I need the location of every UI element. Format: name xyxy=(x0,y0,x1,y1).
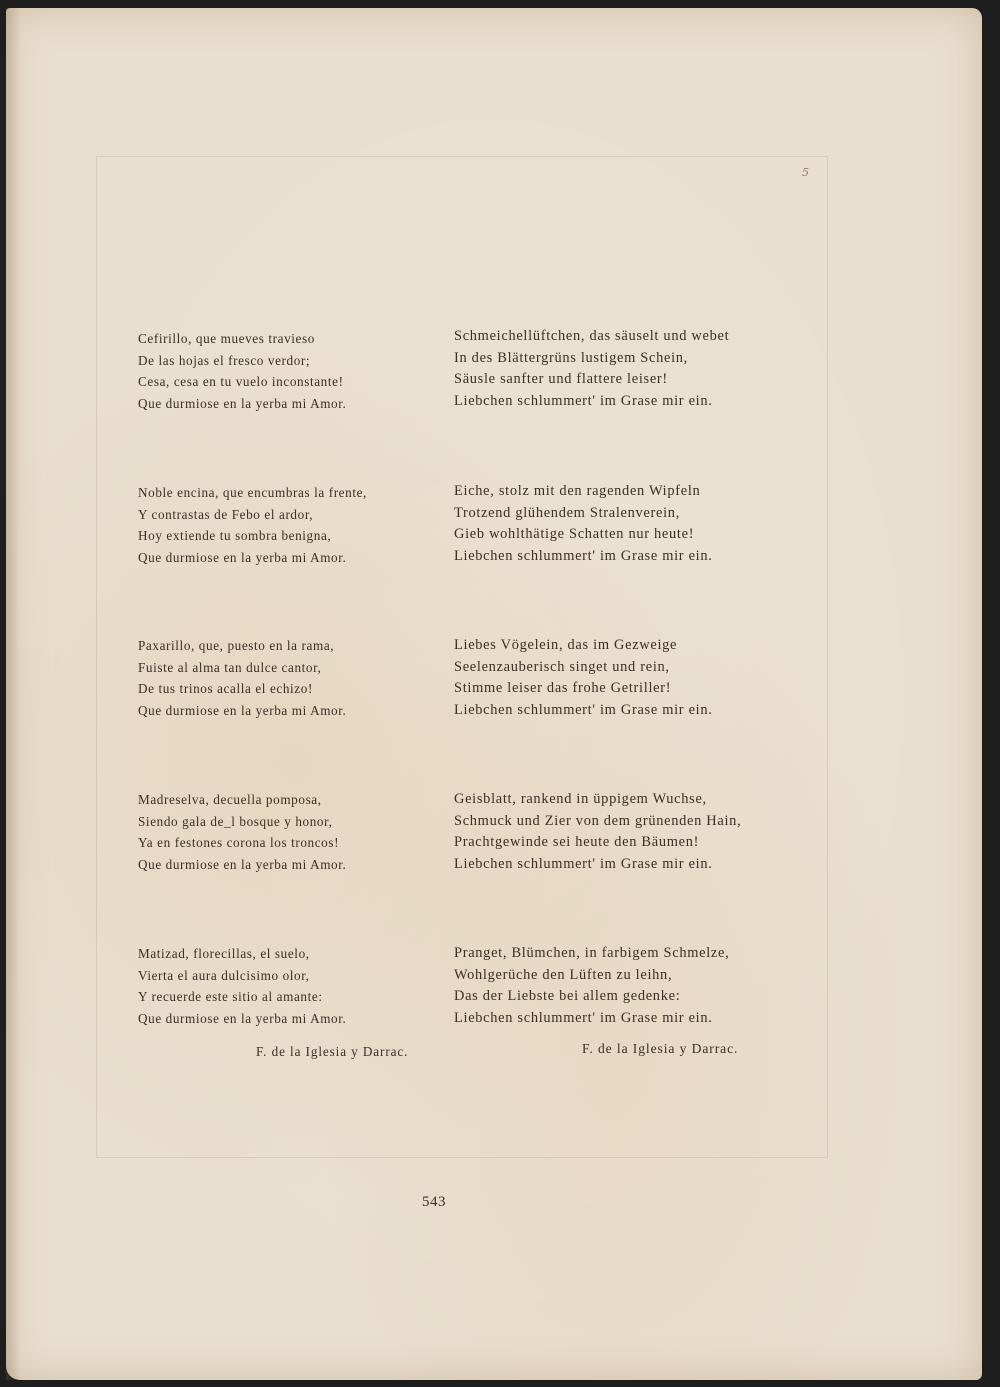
verse-line: De las hojas el fresco verdor; xyxy=(138,352,311,368)
german-signature: F. de la Iglesia y Darrac. xyxy=(582,1041,739,1056)
verse-line: Geisblatt, rankend in üppigem Wuchse, xyxy=(454,791,707,807)
verse-line: Vierta el aura dulcisimo olor, xyxy=(138,967,310,983)
spanish-stanza-2 xyxy=(138,482,438,568)
verse-line: Liebchen schlummert' im Grase mir ein. xyxy=(454,855,713,872)
verse-line: Schmeichellüftchen, das säuselt und webet xyxy=(454,328,730,344)
spanish-stanza-3 xyxy=(138,635,438,721)
verse-line: Ya en festones corona los troncos! xyxy=(138,835,340,850)
verse-line: Siendo gala de_l bosque y honor, xyxy=(138,813,333,829)
german-stanza-2 xyxy=(454,481,794,567)
verse-line: Que durmiose en la yerba mi Amor. xyxy=(138,856,347,872)
verse-line: Cesa, cesa en tu vuelo inconstante! xyxy=(138,374,344,389)
spanish-stanza-5 xyxy=(138,943,438,1029)
verse-line: Liebchen schlummert' im Grase mir ein. xyxy=(454,392,713,409)
verse-line: Gieb wohlthätige Schatten nur heute! xyxy=(454,526,695,542)
verse-line: Säusle sanfter und flattere leiser! xyxy=(454,371,668,387)
spanish-stanza-4 xyxy=(138,789,438,875)
verse-line: Cefirillo, que mueves travieso xyxy=(138,331,315,346)
verse-line: Noble encina, que encumbras la frente, xyxy=(138,485,367,500)
verse-line: Madreselva, decuella pomposa, xyxy=(138,792,322,807)
german-stanza-1 xyxy=(454,326,794,412)
verse-line: Pranget, Blümchen, in farbigem Schmelze, xyxy=(454,945,730,961)
folio-mark: 5 xyxy=(802,166,809,179)
verse-line: In des Blättergrüns lustigem Schein, xyxy=(454,349,688,366)
verse-line: Paxarillo, que, puesto en la rama, xyxy=(138,638,335,653)
verse-line: Eiche, stolz mit den ragenden Wipfeln xyxy=(454,483,701,499)
verse-line: Prachtgewinde sei heute den Bäumen! xyxy=(454,834,700,850)
verse-line: Y recuerde este sitio al amante: xyxy=(138,989,323,1004)
verse-line: Que durmiose en la yerba mi Amor. xyxy=(138,1010,347,1026)
spanish-stanza-1 xyxy=(138,328,438,414)
verse-line: Que durmiose en la yerba mi Amor. xyxy=(138,702,347,718)
verse-line: Seelenzauberisch singet und rein, xyxy=(454,658,670,675)
verse-line: Que durmiose en la yerba mi Amor. xyxy=(138,549,347,565)
verse-line: Das der Liebste bei allem gedenke: xyxy=(454,988,681,1004)
verse-line: Hoy extiende tu sombra benigna, xyxy=(138,528,332,543)
verse-line: Liebchen schlummert' im Grase mir ein. xyxy=(454,547,713,564)
verse-line: Liebes Vögelein, das im Gezweige xyxy=(454,637,678,653)
verse-line: Wohlgerüche den Lüften zu leihn, xyxy=(454,966,673,983)
verse-line: De tus trinos acalla el echizo! xyxy=(138,681,313,696)
verse-line: Liebchen schlummert' im Grase mir ein. xyxy=(454,701,713,718)
german-stanza-4 xyxy=(454,789,794,875)
verse-line: Schmuck und Zier von dem grünenden Hain, xyxy=(454,812,742,829)
german-stanza-5 xyxy=(454,943,794,1029)
verse-line: Liebchen schlummert' im Grase mir ein. xyxy=(454,1009,713,1026)
page-left-edge-shadow xyxy=(6,8,20,1380)
verse-line: Trotzend glühendem Stralenverein, xyxy=(454,504,680,521)
verse-line: Que durmiose en la yerba mi Amor. xyxy=(138,395,347,411)
page-number: 543 xyxy=(422,1194,446,1210)
spanish-signature: F. de la Iglesia y Darrac. xyxy=(256,1044,409,1059)
verse-line: Fuiste al alma tan dulce cantor, xyxy=(138,659,322,675)
german-stanza-3 xyxy=(454,635,794,721)
verse-line: Stimme leiser das frohe Getriller! xyxy=(454,680,672,696)
verse-line: Y contrastas de Febo el ardor, xyxy=(138,506,314,522)
verse-line: Matizad, florecillas, el suelo, xyxy=(138,946,310,961)
